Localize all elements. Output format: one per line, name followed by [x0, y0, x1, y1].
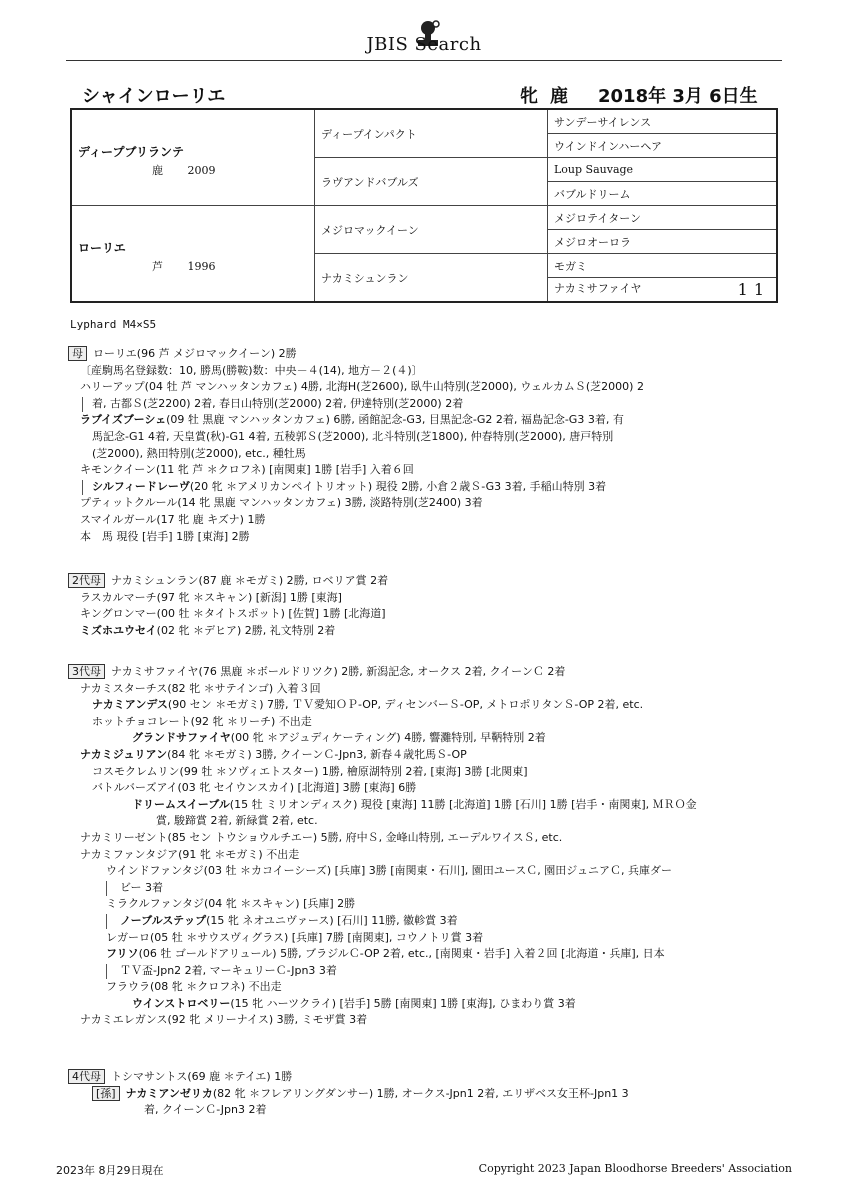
- family-line-text: コスモクレムリン(99 牡 ＊ソヴィエトスター) 1勝, 檜原湖特別 2着, [東海] 3勝 [北関東]: [92, 764, 528, 778]
- family-line-text: ウインドファンタジ(03 牡 ＊カコイーシーズ) [兵庫] 3勝 [南関東・石川], 園田ユースＣ, 園田ジュニアＣ, 兵庫ダー: [106, 864, 673, 878]
- family-line-text: スマイルガール(17 牝 鹿 キズナ) 1勝: [80, 512, 266, 526]
- family-line: [68, 896, 788, 913]
- header-rule: [66, 60, 782, 61]
- generation-label: 4代母: [68, 1069, 105, 1084]
- horse-name-bold: ノーブルステップ: [120, 913, 207, 927]
- family-line: [68, 979, 788, 996]
- family-line: [68, 813, 788, 830]
- dam-sire: メジロマックイーン: [315, 206, 548, 254]
- sire-sire-sire: サンデーサイレンス: [548, 109, 778, 134]
- family-line: [68, 606, 788, 623]
- family-line-text: ミラクルファンタジ(04 牝 ＊スキャン) [兵庫] 2勝: [106, 897, 356, 911]
- dam-name: ローリエ: [78, 241, 126, 255]
- family-line: [68, 346, 788, 363]
- family-line-text: ラブイズブーシェ(09 牡 黒鹿 マンハッタンカフェ) 6勝, 函館記念-G3, 目黒記念-G2 2着, 福島記念-G3 3着, 有: [80, 413, 624, 427]
- family-line-text: ナカミジュリアン(84 牝 ＊モガミ) 3勝, クイーンＣ-Jpn3, 新春４歳牝馬Ｓ-OP: [80, 747, 467, 761]
- family-line: [68, 764, 788, 781]
- family-line-text: 馬記念-G1 4着, 天皇賞(秋)-G1 4着, 五稜郭Ｓ(芝2000), 北斗特別(芝1800), 仲春特別(芝2000), 唐戸特別: [92, 429, 614, 443]
- family-line-text: ナカミシュンラン(87 鹿 ＊モガミ) 2勝, ロベリア賞 2着: [111, 574, 389, 587]
- family-line-text: キモンクイーン(11 牝 芦 ＊クロフネ) [南関東] 1勝 [岩手] 入着６回: [80, 463, 414, 477]
- generation-label: 母: [68, 346, 87, 361]
- horse-name-bold: ナカミアンデス: [92, 698, 168, 712]
- family-line-text: ＴＶ盃-Jpn2 2着, マーキュリーＣ-Jpn3 3着: [120, 963, 337, 977]
- dam-cell: [71, 206, 315, 303]
- horse-name-bold: ナカミアンゼリカ: [125, 1086, 213, 1100]
- family-line-text: ナカミエレガンス(92 牝 メリーナイス) 3勝, ミモザ賞 3着: [80, 1013, 368, 1027]
- family-line: [68, 429, 788, 446]
- horse-name-bold: ナカミジュリアン: [80, 747, 168, 761]
- family-line-text: ビー 3着: [120, 880, 164, 894]
- sire-year: 2009: [187, 164, 216, 177]
- sire-sire-dam: ウインドインハーヘア: [548, 134, 778, 158]
- family-line: [68, 623, 788, 640]
- family-line-text: ノーブルステップ(15 牝 ネオユニヴァース) [石川] 11勝, 徽軫賞 3着: [120, 913, 458, 927]
- family-line-text: バトルバーズアイ(03 牝 セイウンスカイ) [北海道] 3勝 [東海] 6勝: [92, 781, 417, 795]
- family-line: [68, 996, 788, 1013]
- family-line-text: ウインストロベリー(15 牝 ハーツクライ) [岩手] 5勝 [南関東] 1勝 [東海], ひまわり賞 3着: [132, 996, 576, 1010]
- family-line-text: フリソ(06 牡 ゴールドアリュール) 5勝, ブラジルＣ-OP 2着, etc., [南関東・岩手] 入着２回 [北海道・兵庫], 日本: [106, 947, 665, 961]
- pedigree-line-bar: [82, 480, 83, 495]
- pedigree-line-bar: [82, 397, 83, 412]
- horse-name-bold: シルフィードレーヴ: [92, 479, 190, 493]
- dam-sire-dam: メジロオーロラ: [548, 230, 778, 254]
- family-line-text: 〔産駒馬名登録数：10, 勝馬(勝鞍)数：中央－４(14), 地方－２(４)〕: [80, 363, 423, 377]
- family-line: [68, 590, 788, 607]
- family-line: [68, 664, 788, 681]
- sire-dam: ラヴアンドバブルズ: [315, 158, 548, 206]
- family-line-text: ナカミスターチス(82 牝 ＊サテインゴ) 入着３回: [80, 681, 321, 695]
- family-dam3-section: [68, 664, 788, 1029]
- dam-year: 1996: [187, 260, 216, 273]
- horse-name-bold: ミズホユウセイ: [80, 623, 157, 637]
- horse-name-bold: ラブイズブーシェ: [80, 413, 167, 427]
- family-line-text: ホットチョコレート(92 牝 ＊リーチ) 不出走: [92, 714, 312, 728]
- family-line-text: ラスカルマーチ(97 牝 ＊スキャン) [新潟] 1勝 [東海]: [80, 590, 342, 604]
- generation-label: 3代母: [68, 664, 105, 679]
- family-line: [68, 512, 788, 529]
- family-line: [68, 913, 788, 930]
- family-line: [68, 462, 788, 479]
- footer-copyright: Copyright 2023 Japan Bloodhorse Breeders' Association: [478, 1162, 792, 1175]
- family-line: [68, 963, 788, 980]
- family-line: [68, 529, 788, 546]
- horse-name-bold: ウインストロベリー: [132, 996, 231, 1010]
- generation-label: [孫]: [92, 1086, 120, 1101]
- pedigree-count: 11: [737, 280, 770, 299]
- pedigree-line-bar: [106, 881, 107, 896]
- family-line: [68, 863, 788, 880]
- dam-dam: ナカミシュンラン: [315, 254, 548, 303]
- family-line-text: フラウラ(08 牝 ＊クロフネ) 不出走: [106, 980, 282, 994]
- family-line: [68, 446, 788, 463]
- horse-sex: 牝: [520, 86, 538, 107]
- family-line: [68, 697, 788, 714]
- family-line-text: ローリエ(96 芦 メジロマックイーン) 2勝: [93, 347, 297, 360]
- inbreeding-note: Lyphard M4×S5: [70, 318, 157, 331]
- family-line-text: (芝2000), 熱田特別(芝2000), etc., 種牡馬: [92, 446, 306, 460]
- sire-name: ディープブリランテ: [78, 145, 184, 159]
- family-line-text: 賞, 駿蹄賞 2着, 新緑賞 2着, etc.: [156, 814, 318, 828]
- family-line: [68, 747, 788, 764]
- family-line-text: キングロンマー(00 牡 ＊タイトスポット) [佐賀] 1勝 [北海道]: [80, 607, 386, 621]
- family-line: [68, 847, 788, 864]
- family-line: [68, 1069, 788, 1086]
- family-line: [68, 412, 788, 429]
- family-line-text: トシマサントス(69 鹿 ＊テイエ) 1勝: [111, 1070, 293, 1083]
- family-line: [68, 379, 788, 396]
- family-line: [68, 930, 788, 947]
- horse-name-bold: ドリームスイーブル: [132, 797, 230, 811]
- pedigree-table: [70, 108, 778, 303]
- family-line: [68, 1086, 788, 1103]
- family-line: [68, 681, 788, 698]
- sire-dam-dam: バブルドリーム: [548, 182, 778, 206]
- family-line: [68, 479, 788, 496]
- family-line-text: ナカミサファイヤ(76 黒鹿 ＊ボールドリツク) 2勝, 新潟記念, オークス 2着, クイーンＣ 2着: [111, 665, 566, 678]
- family-line: [68, 714, 788, 731]
- family-line: [68, 830, 788, 847]
- family-line-text: 本 馬 現役 [岩手] 1勝 [東海] 2勝: [80, 529, 250, 543]
- dam-dam-sire: モガミ: [548, 254, 778, 278]
- family-line: [68, 880, 788, 897]
- family-line-text: シルフィードレーヴ(20 牝 ＊アメリカンペイトリオット) 現役 2勝, 小倉２歳Ｓ-G3 3着, 手稲山特別 3着: [92, 479, 607, 493]
- family-line-text: ハリーアップ(04 牡 芦 マンハッタンカフェ) 4勝, 北海H(芝2600), 臥牛山特別(芝2000), ウェルカムＳ(芝2000) 2: [80, 380, 644, 394]
- sire-cell: [71, 109, 315, 206]
- pedigree-line-bar: [106, 964, 107, 979]
- sire-dam-sire: Loup Sauvage: [548, 158, 778, 182]
- horse-name: シャインローリエ: [82, 86, 226, 107]
- family-line-text: ナカミリーゼント(85 セン トウショウルチエー) 5勝, 府中Ｓ, 金峰山特別, エーデルワイスＳ, etc.: [80, 830, 563, 844]
- footer-date: 2023年 8月29日現在: [56, 1164, 164, 1177]
- family-dam4-section: [68, 1069, 788, 1119]
- family-line: [68, 730, 788, 747]
- family-line-text: レガーロ(05 牡 ＊サウスヴィグラス) [兵庫] 7勝 [南関東], コウノトリ賞 3着: [106, 930, 484, 944]
- dam-sire-sire: メジロテイターン: [548, 206, 778, 230]
- horse-name-bold: グランドサファイヤ: [132, 731, 231, 745]
- family-line-text: ナカミファンタジア(91 牝 ＊モガミ) 不出走: [80, 847, 300, 861]
- family-line-text: ナカミアンデス(90 セン ＊モガミ) 7勝, ＴＶ愛知ＯＰ-OP, ディセンバーＳ-OP, メトロポリタンＳ-OP 2着, etc.: [92, 698, 644, 712]
- sire-color: 鹿: [152, 164, 163, 177]
- family-dam1-section: [68, 346, 788, 545]
- dam-dam-dam: ナカミサファイヤ 11: [548, 278, 778, 303]
- sire-sire: ディープインパクト: [315, 109, 548, 158]
- family-dam2-section: [68, 573, 788, 639]
- pedigree-line-bar: [106, 914, 107, 929]
- family-line-text: 着, 古都Ｓ(芝2200) 2着, 春日山特別(芝2000) 2着, 伊達特別(芝2000) 2着: [92, 396, 464, 410]
- dam-color: 芦: [152, 260, 163, 273]
- logo-text: JBIS Search: [366, 34, 482, 55]
- horse-name-bold: フリソ: [106, 947, 139, 961]
- family-line-text: プティットクルール(14 牝 黒鹿 マンハッタンカフェ) 3勝, 淡路特別(芝2400) 3着: [80, 496, 483, 510]
- family-line: [68, 1012, 788, 1029]
- family-line-text: ミズホユウセイ(02 牝 ＊デヒア) 2勝, 礼文特別 2着: [80, 623, 336, 637]
- family-line-text: ドリームスイーブル(15 牡 ミリオンディスク) 現役 [東海] 11勝 [北海道] 1勝 [石川] 1勝 [岩手・南関東], ＭＲＯ金: [132, 797, 697, 811]
- family-line: [68, 797, 788, 814]
- family-line: [68, 363, 788, 380]
- generation-label: 2代母: [68, 573, 105, 588]
- jbis-logo: [0, 18, 848, 58]
- family-line-text: グランドサファイヤ(00 牝 ＊アジュディケーティング) 4勝, 響灘特別, 早鞆特別 2着: [132, 731, 546, 745]
- family-line-text: 着, クイーンＣ-Jpn3 2着: [144, 1103, 267, 1117]
- family-line-text: ナカミアンゼリカ(82 牝 ＊フレアリングダンサー) 1勝, オークス-Jpn1 2着, エリザベス女王杯-Jpn1 3: [125, 1086, 629, 1100]
- family-line: [68, 1102, 788, 1119]
- family-line: [68, 946, 788, 963]
- horse-birthdate: 2018年 3月 6日生: [598, 86, 758, 107]
- horse-color: 鹿: [550, 86, 568, 107]
- family-line: [68, 396, 788, 413]
- family-line: [68, 573, 788, 590]
- family-line: [68, 495, 788, 512]
- family-line: [68, 780, 788, 797]
